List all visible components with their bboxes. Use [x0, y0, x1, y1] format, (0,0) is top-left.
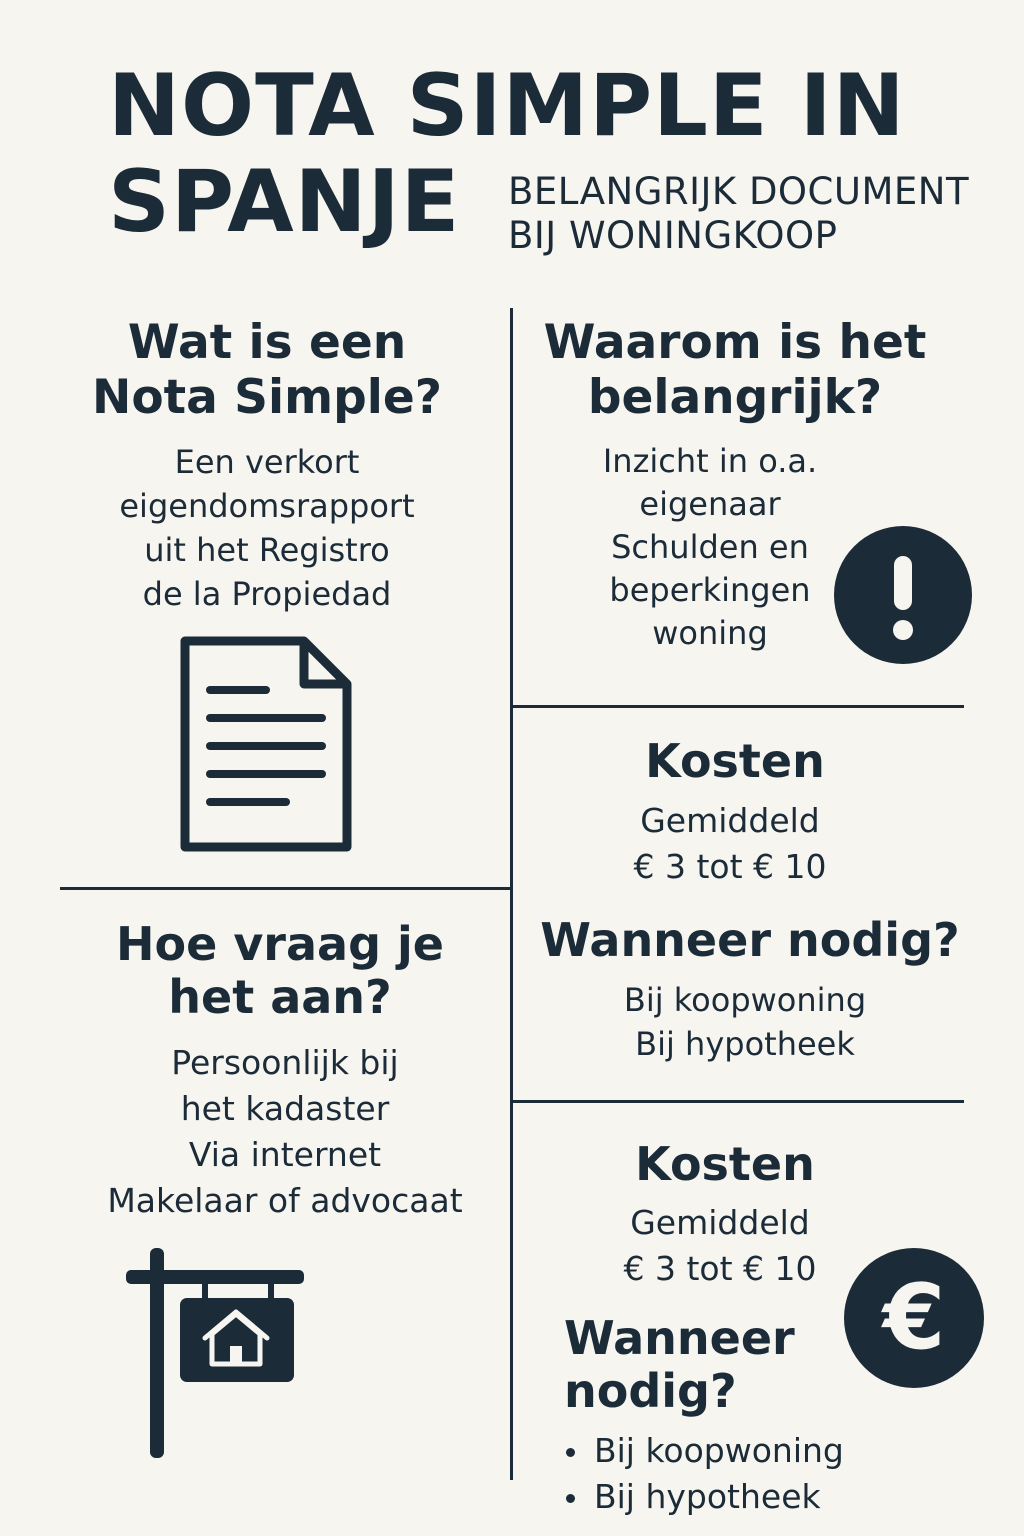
how-heading-line-1: Hoe vraag je: [116, 917, 444, 971]
when-bullet-list: [562, 1428, 962, 1520]
why-heading-line-2: belangrijk?: [587, 369, 883, 425]
how-body-line: Persoonlijk bij: [171, 1043, 399, 1082]
what-body: [60, 440, 474, 616]
right-horizontal-divider-2: [512, 1100, 964, 1103]
what-body-line: Een verkort: [174, 443, 360, 481]
why-body-line: Schulden en: [611, 528, 809, 566]
right-horizontal-divider-1: [512, 705, 964, 708]
why-body: [560, 440, 860, 655]
how-body-line: het kadaster: [180, 1089, 390, 1128]
title-line-2: SPANJE: [108, 152, 461, 252]
house-sign-icon: [124, 1246, 306, 1460]
when-heading-1: Wanneer nodig?: [540, 913, 960, 967]
costs-body-1: [530, 798, 930, 890]
how-heading-line-2: het aan?: [168, 970, 392, 1025]
list-item: Bij koopwoning: [562, 1428, 962, 1474]
what-heading-line-1: Wat is een: [127, 315, 407, 370]
when-body-line: Bij koopwoning: [623, 981, 867, 1019]
why-body-line: eigenaar: [639, 485, 781, 523]
costs-body-line: Gemiddeld: [630, 1203, 810, 1242]
costs-heading-1: Kosten: [645, 734, 825, 788]
costs-body-line: € 3 tot € 10: [623, 1249, 817, 1288]
document-icon: [180, 636, 354, 854]
what-body-line: uit het Registro: [144, 531, 390, 569]
euro-icon: [844, 1248, 984, 1388]
when-body-line: Bij hypotheek: [635, 1025, 855, 1063]
why-heading-line-1: Waarom is het: [543, 315, 927, 370]
costs-body-line: € 3 tot € 10: [633, 847, 827, 886]
left-horizontal-divider: [60, 887, 512, 890]
how-body-line: Makelaar of advocaat: [107, 1181, 463, 1220]
when-heading-line-2: nodig?: [564, 1364, 737, 1419]
list-item: Bij hypotheek: [562, 1474, 962, 1520]
when-heading-2: [564, 1312, 864, 1419]
when-heading-line-1: Wanneer: [564, 1311, 795, 1365]
how-body-line: Via internet: [188, 1135, 382, 1174]
when-body-1: [540, 978, 950, 1066]
what-heading: [60, 316, 474, 425]
costs-body-line: Gemiddeld: [640, 801, 820, 840]
vertical-divider: [510, 308, 513, 1480]
why-heading: [530, 316, 940, 425]
what-body-line: eigendomsrapport: [119, 487, 415, 525]
why-body-line: Inzicht in o.a.: [602, 442, 818, 480]
how-body: [70, 1040, 500, 1224]
how-heading: [80, 918, 480, 1025]
title-line-1: NOTA SIMPLE IN: [108, 56, 906, 156]
what-heading-line-2: Nota Simple?: [92, 369, 442, 425]
subtitle-line-2: BIJ WONINGKOOP: [508, 214, 838, 257]
subtitle-line-1: BELANGRIJK DOCUMENT: [508, 170, 970, 213]
exclamation-icon: [834, 526, 972, 664]
why-body-line: beperkingen: [609, 571, 811, 609]
costs-heading-2: Kosten: [635, 1137, 815, 1191]
what-body-line: de la Propiedad: [142, 575, 392, 613]
page-subtitle: [508, 170, 969, 258]
euro-icon-glyph: €: [882, 1265, 946, 1370]
why-body-line: woning: [652, 614, 768, 652]
